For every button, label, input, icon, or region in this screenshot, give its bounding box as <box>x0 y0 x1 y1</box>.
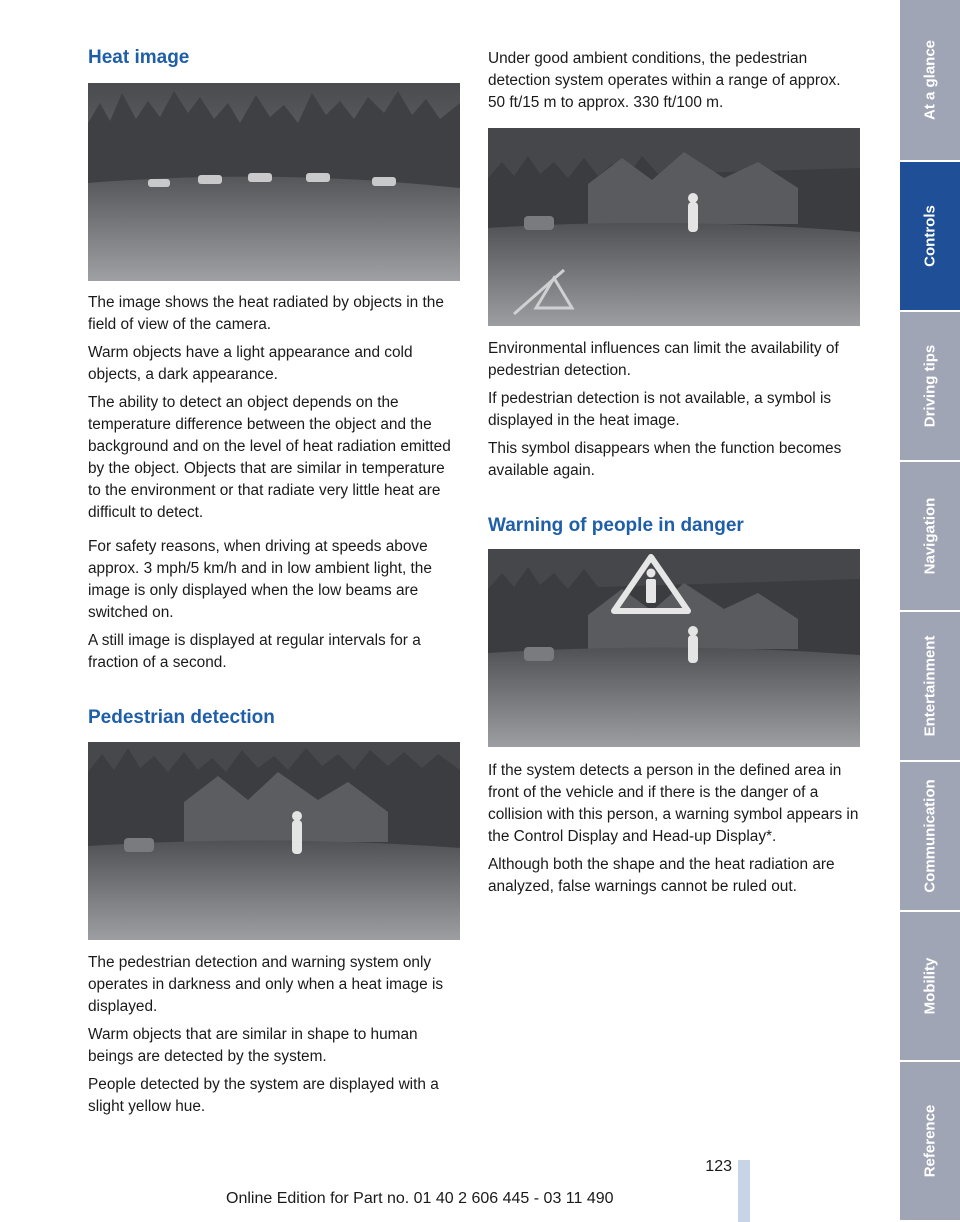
heading-pedestrian-detection: Pedestrian detection <box>88 707 275 728</box>
footer-edition: Online Edition for Part no. 01 40 2 606 445 - 03 11 490 <box>226 1190 614 1207</box>
pedestrian-detection-text <box>88 952 460 1118</box>
heat-image-figure <box>88 83 460 281</box>
tab-label: Driving tips <box>921 344 939 428</box>
paragraph: If the system detects a person in the defined area in front of the vehicle and if there is the danger of a collision with this person, a warning symbol appears in the Control Display and Head-up Display*. <box>488 762 859 845</box>
tab-mobility[interactable] <box>900 912 960 1062</box>
warning-text <box>488 760 860 898</box>
tab-communication[interactable] <box>900 762 960 912</box>
availability-figure <box>488 128 860 326</box>
paragraph: If pedestrian detection is not available, a symbol is displayed in the heat image. <box>488 390 832 429</box>
paragraph: Warm objects have a light appearance and cold objects, a dark appearance. <box>88 344 413 383</box>
paragraph: Environmental influences can limit the availability of pedestrian detection. <box>488 340 839 379</box>
paragraph: Warm objects that are similar in shape to human beings are detected by the system. <box>88 1026 418 1065</box>
heading-heat-image: Heat image <box>88 47 190 68</box>
tab-driving-tips[interactable] <box>900 312 960 462</box>
tab-label: Entertainment <box>921 635 939 737</box>
paragraph: For safety reasons, when driving at speeds above approx. 3 mph/5 km/h and in low ambient light, the image is only displayed when the low beams are switched on. <box>88 538 432 621</box>
tab-label: Navigation <box>921 497 939 575</box>
paragraph: This symbol disappears when the function becomes available again. <box>488 440 842 479</box>
paragraph: A still image is displayed at regular intervals for a fraction of a second. <box>88 632 421 671</box>
tab-controls[interactable] <box>900 162 960 312</box>
paragraph: The ability to detect an object depends on the temperature difference between the object and the background and on the level of heat radiation emitted by the object. Objects that are similar in temperature to the environment or that radiate very little heat are difficult to detect. <box>88 394 451 521</box>
pedestrian-detection-figure <box>88 742 460 940</box>
tab-at-a-glance[interactable] <box>900 0 960 162</box>
tab-label: Controls <box>921 205 939 267</box>
heading-warning: Warning of people in danger <box>488 515 744 536</box>
tab-navigation[interactable] <box>900 462 960 612</box>
tab-label: Communication <box>921 779 939 893</box>
paragraph: The image shows the heat radiated by objects in the field of view of the camera. <box>88 294 444 333</box>
page-marker-bar <box>738 1160 750 1222</box>
heat-image-text <box>88 292 460 674</box>
page-number: 123 <box>705 1158 732 1175</box>
paragraph: Although both the shape and the heat radiation are analyzed, false warnings cannot be ruled out. <box>488 856 835 895</box>
tab-label: Reference <box>921 1104 939 1178</box>
paragraph: Under good ambient conditions, the pedestrian detection system operates within a range of approx. 50 ft/15 m to approx. 330 ft/100 m. <box>488 50 841 111</box>
tab-reference[interactable] <box>900 1062 960 1222</box>
tab-entertainment[interactable] <box>900 612 960 762</box>
warning-figure <box>488 549 860 747</box>
paragraph: The pedestrian detection and warning system only operates in darkness and only when a heat image is displayed. <box>88 954 444 1015</box>
tab-label: At a glance <box>921 39 939 121</box>
range-text <box>488 48 860 114</box>
paragraph: People detected by the system are displayed with a slight yellow hue. <box>88 1076 439 1115</box>
chapter-tabs <box>900 0 960 1222</box>
availability-text <box>488 338 860 482</box>
tab-label: Mobility <box>921 957 939 1015</box>
